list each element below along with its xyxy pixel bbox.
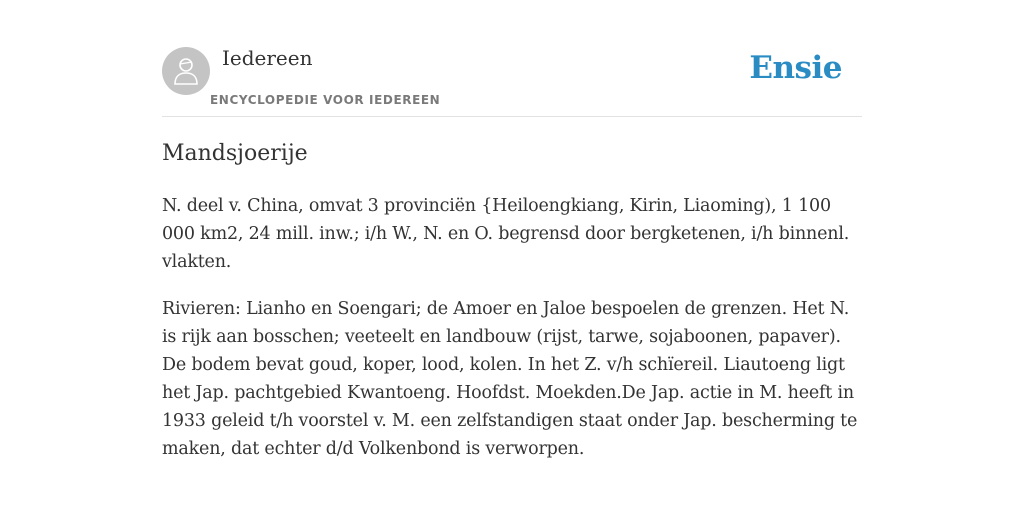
page-title: Mandsjoerije bbox=[162, 141, 308, 166]
user-icon bbox=[172, 56, 200, 86]
article-body bbox=[162, 192, 862, 482]
article-paragraph: Rivieren: Lianho en Soengari; de Amoer en Jaloe bespoelen de grenzen. Het N. is rijk aan bosschen; veeteelt en landbouw (rijst, tarwe, sojaboonen, papaver). De bodem bevat goud, koper, lood, kolen. In het Z. v/h schïereil. Liautoeng ligt het Jap. pachtgebied Kwantoeng. Hoofdst. Moekden.De Jap. actie in M. heeft in 1933 geleid t/h voorstel v. M. een zelfstandigen staat onder Jap. bescherming te maken, dat echter d/d Volkenbond is verworpen. bbox=[162, 299, 858, 459]
username-link[interactable]: Iedereen bbox=[222, 46, 313, 70]
brand-logo[interactable]: Ensie bbox=[749, 50, 842, 86]
tagline: ENCYCLOPEDIE VOOR IEDEREEN bbox=[210, 93, 441, 107]
entry-card bbox=[162, 0, 862, 512]
avatar[interactable] bbox=[162, 47, 210, 95]
header bbox=[162, 0, 862, 117]
article-paragraph: N. deel v. China, omvat 3 provinciën {Heiloengkiang, Kirin, Liaoming), 1 100 000 km2, 24 mill. inw.; i/h W., N. en O. begrensd door bergketenen, i/h binnenl. vlakten. bbox=[162, 196, 850, 272]
